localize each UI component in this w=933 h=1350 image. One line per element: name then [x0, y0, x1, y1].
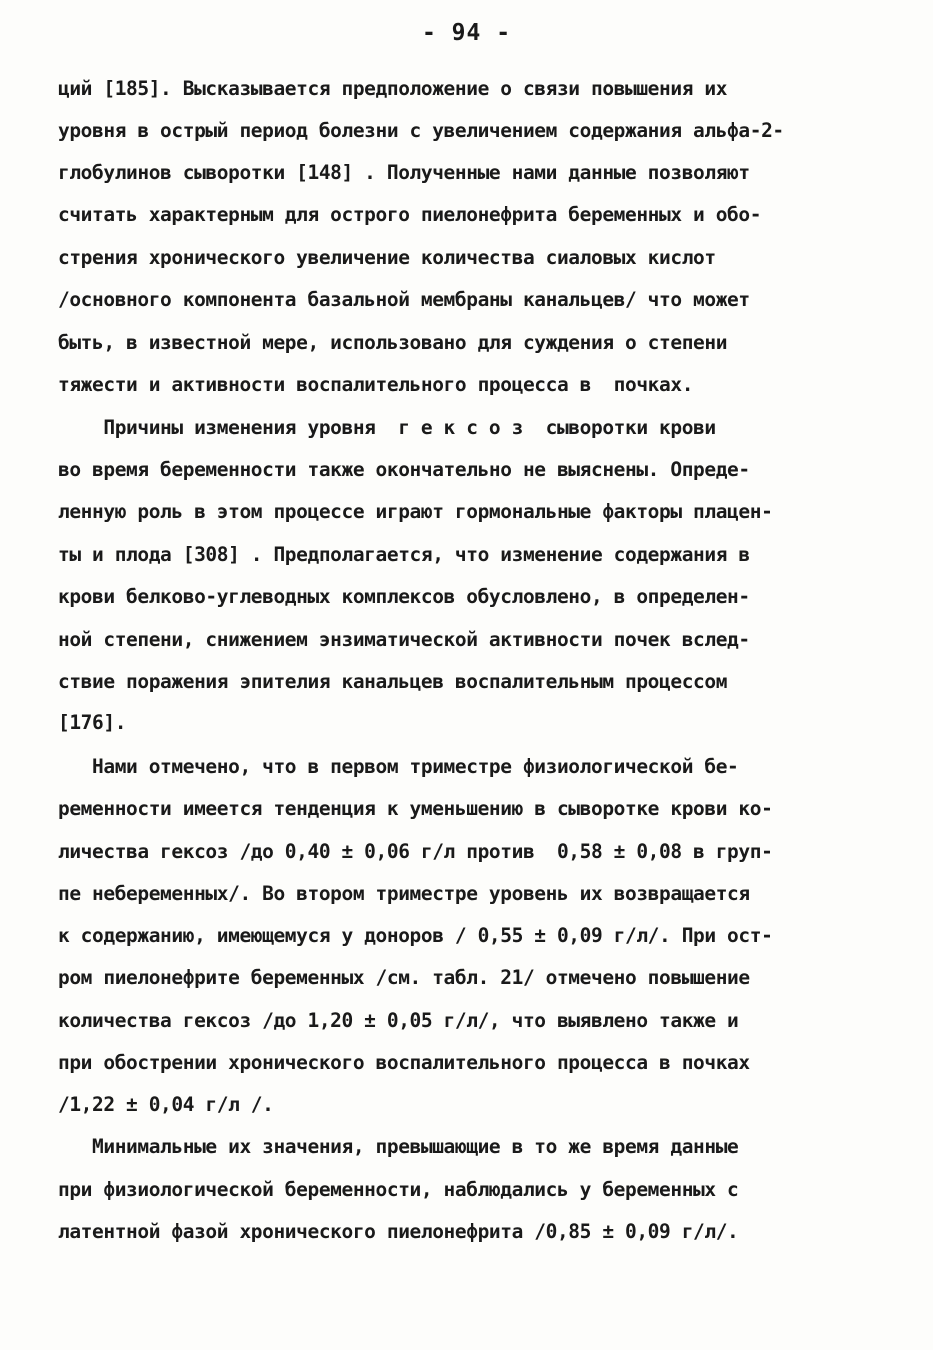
text-line: к содержанию, имеющемуся у доноров / 0,55 ± 0,09 г/л/. При ост-: [58, 924, 773, 947]
text-line: Минимальные их значения, превышающие в то же время данные: [58, 1135, 739, 1158]
text-line: /1,22 ± 0,04 г/л /.: [58, 1093, 274, 1116]
text-line: стрения хронического увеличение количества сиаловых кислот: [58, 246, 716, 269]
text-line: личества гексоз /до 0,40 ± 0,06 г/л против 0,58 ± 0,08 в груп-: [58, 840, 773, 863]
text-line: ной степени, снижением энзиматической активности почек вслед-: [58, 628, 750, 651]
text-line: быть, в известной мере, использовано для суждения о степени: [58, 331, 728, 354]
text-line: пе небеременных/. Во втором триместре уровень их возвращается: [58, 882, 750, 905]
text-line: уровня в острый период болезни с увеличением содержания альфа-2-: [58, 119, 784, 142]
text-line: ций [185]. Высказывается предположение о связи повышения их: [58, 77, 728, 100]
text-line: /основного компонента базальной мембраны канальцев/ что может: [58, 288, 750, 311]
text-line: ременности имеется тенденция к уменьшению в сыворотке крови ко-: [58, 797, 773, 820]
text-line: тяжести и активности воспалительного процесса в почках.: [58, 373, 694, 396]
text-line: при обострении хронического воспалительного процесса в почках: [58, 1051, 750, 1074]
text-line: [176].: [58, 711, 127, 734]
text-line: ленную роль в этом процессе играют гормональные факторы плацен-: [58, 500, 773, 523]
text-line: Причины изменения уровня г е к с о з сыворотки крови: [58, 416, 716, 439]
text-line: ствие поражения эпителия канальцев воспалительным процессом: [58, 670, 728, 693]
text-line: при физиологической беременности, наблюдались у беременных с: [58, 1178, 739, 1201]
text-line: крови белково-углеводных комплексов обусловлено, в определен-: [58, 585, 750, 608]
text-line: считать характерным для острого пиелонефрита беременных и обо-: [58, 203, 762, 226]
text-line: глобулинов сыворотки [148] . Полученные нами данные позволяют: [58, 161, 750, 184]
page-number: - 94 -: [421, 20, 512, 46]
text-line: латентной фазой хронического пиелонефрита /0,85 ± 0,09 г/л/.: [58, 1220, 739, 1243]
text-line: ты и плода [308] . Предполагается, что изменение содержания в: [58, 543, 750, 566]
text-line: во время беременности также окончательно не выяснены. Опреде-: [58, 458, 750, 481]
text-line: Нами отмечено, что в первом триместре физиологической бе-: [58, 755, 739, 778]
text-line: ром пиелонефрите беременных /см. табл. 21/ отмечено повышение: [58, 966, 750, 989]
text-line: количества гексоз /до 1,20 ± 0,05 г/л/, что выявлено также и: [58, 1009, 739, 1032]
